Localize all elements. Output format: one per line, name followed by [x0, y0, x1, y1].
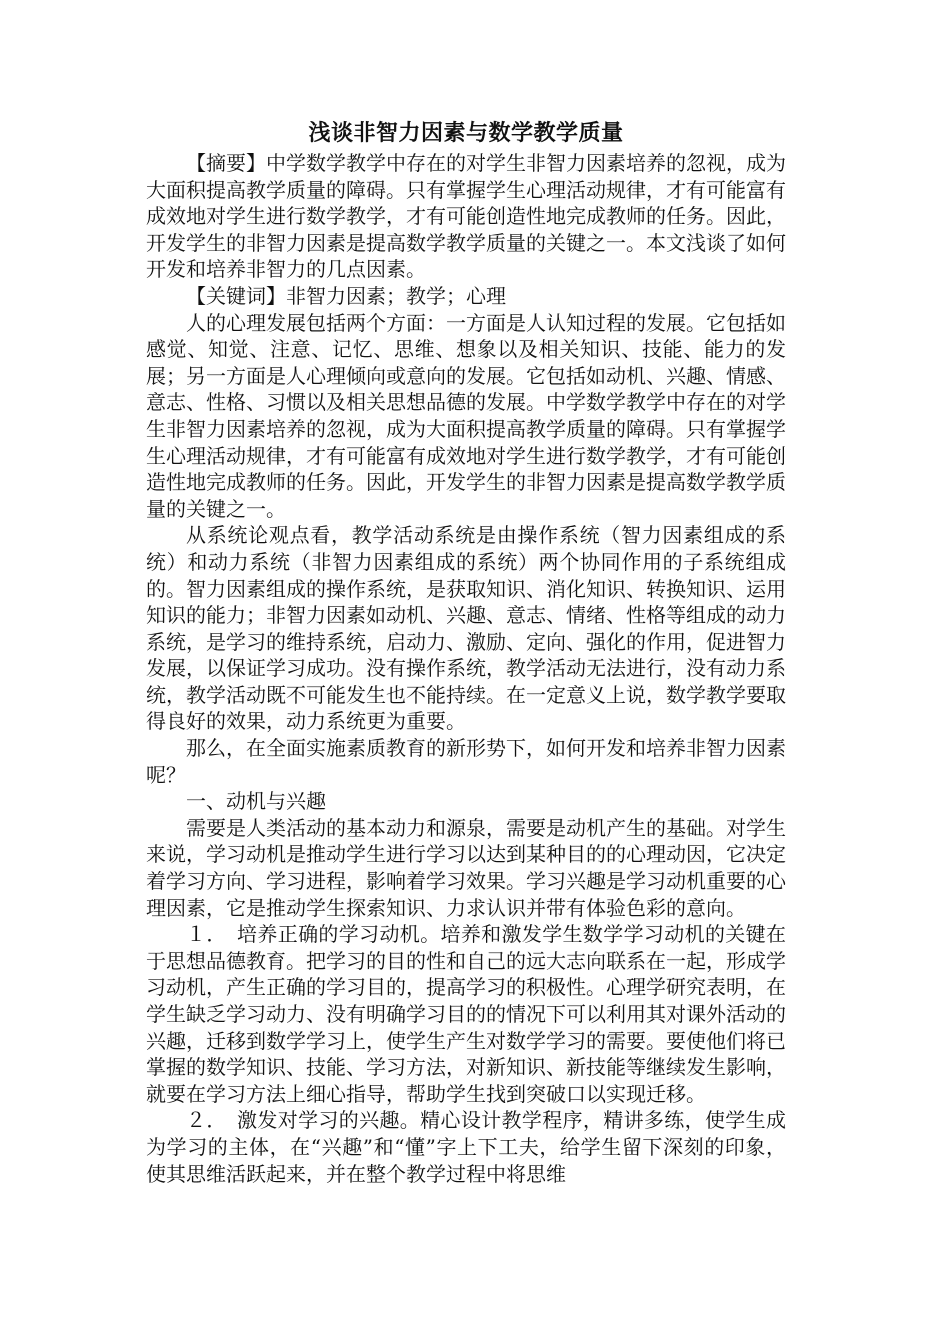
list-item-paragraph: ２． 激发对学习的兴趣。精心设计教学程序，精讲多练，使学生成为学习的主体，在“兴趣”和“懂”字上下工夫，给学生留下深刻的印象，使其思维活跃起来，并在整个教学过程中将思维 [146, 1108, 786, 1186]
keywords-paragraph: 【关键词】非智力因素；教学；心理 [186, 283, 506, 308]
section-heading: 一、动机与兴趣 [186, 789, 326, 814]
abstract-paragraph: 【摘要】中学数学教学中存在的对学生非智力因素培养的忽视，成为大面积提高教学质量的障碍。只有掌握学生心理活动规律，才有可能富有成效地对学生进行数学教学，才有可能创造性地完成教师的任务。因此，开发学生的非智力因素是提高数学教学质量的关键之一。本文浅谈了如何开发和培养非智力的几点因素。 [146, 151, 786, 282]
document-title: 浅谈非智力因素与数学教学质量 [308, 120, 624, 146]
list-item-paragraph: １． 培养正确的学习动机。培养和激发学生数学学习动机的关键在于思想品德教育。把学习的目的性和自己的远大志向联系在一起，形成学习动机，产生正确的学习目的，提高学习的积极性。心理学研究表明，在学生缺乏学习动力、没有明确学习目的的情况下可以利用其对课外活动的兴趣，迁移到数学学习上，使学生产生对数学学习的需要。要使他们将已掌握的数学知识、技能、学习方法，对新知识、新技能等继续发生影响，就要在学习方法上细心指导，帮助学生找到突破口以实现迁移。 [146, 922, 786, 1106]
body-paragraph: 那么，在全面实施素质教育的新形势下，如何开发和培养非智力因素呢？ [146, 736, 786, 787]
body-paragraph: 人的心理发展包括两个方面：一方面是人认知过程的发展。它包括如感觉、知觉、注意、记忆、思维、想象以及相关知识、技能、能力的发展；另一方面是人心理倾向或意向的发展。它包括如动机、兴趣、情感、意志、性格、习惯以及相关思想品德的发展。中学数学教学中存在的对学生非智力因素培养的忽视，成为大面积提高教学质量的障碍。只有掌握学生心理活动规律，才有可能富有成效地对学生进行数学教学，才有可能创造性地完成教师的任务。因此，开发学生的非智力因素是提高数学教学质量的关键之一。 [146, 310, 786, 521]
document-page [146, 118, 786, 1187]
body-paragraph: 从系统论观点看，教学活动系统是由操作系统（智力因素组成的系统）和动力系统（非智力因素组成的系统）两个协同作用的子系统组成的。智力因素组成的操作系统，是获取知识、消化知识、转换知识、运用知识的能力；非智力因素如动机、兴趣、意志、情绪、性格等组成的动力系统，是学习的维持系统，启动力、激励、定向、强化的作用，促进智力发展，以保证学习成功。没有操作系统，教学活动无法进行，没有动力系统，教学活动既不可能发生也不能持续。在一定意义上说，数学教学要取得良好的效果，动力系统更为重要。 [146, 523, 786, 734]
body-paragraph: 需要是人类活动的基本动力和源泉，需要是动机产生的基础。对学生来说，学习动机是推动学生进行学习以达到某种目的的心理动因，它决定着学习方向、学习进程，影响着学习效果。学习兴趣是学习动机重要的心理因素，它是推动学生探索知识、力求认识并带有体验色彩的意向。 [146, 815, 786, 920]
